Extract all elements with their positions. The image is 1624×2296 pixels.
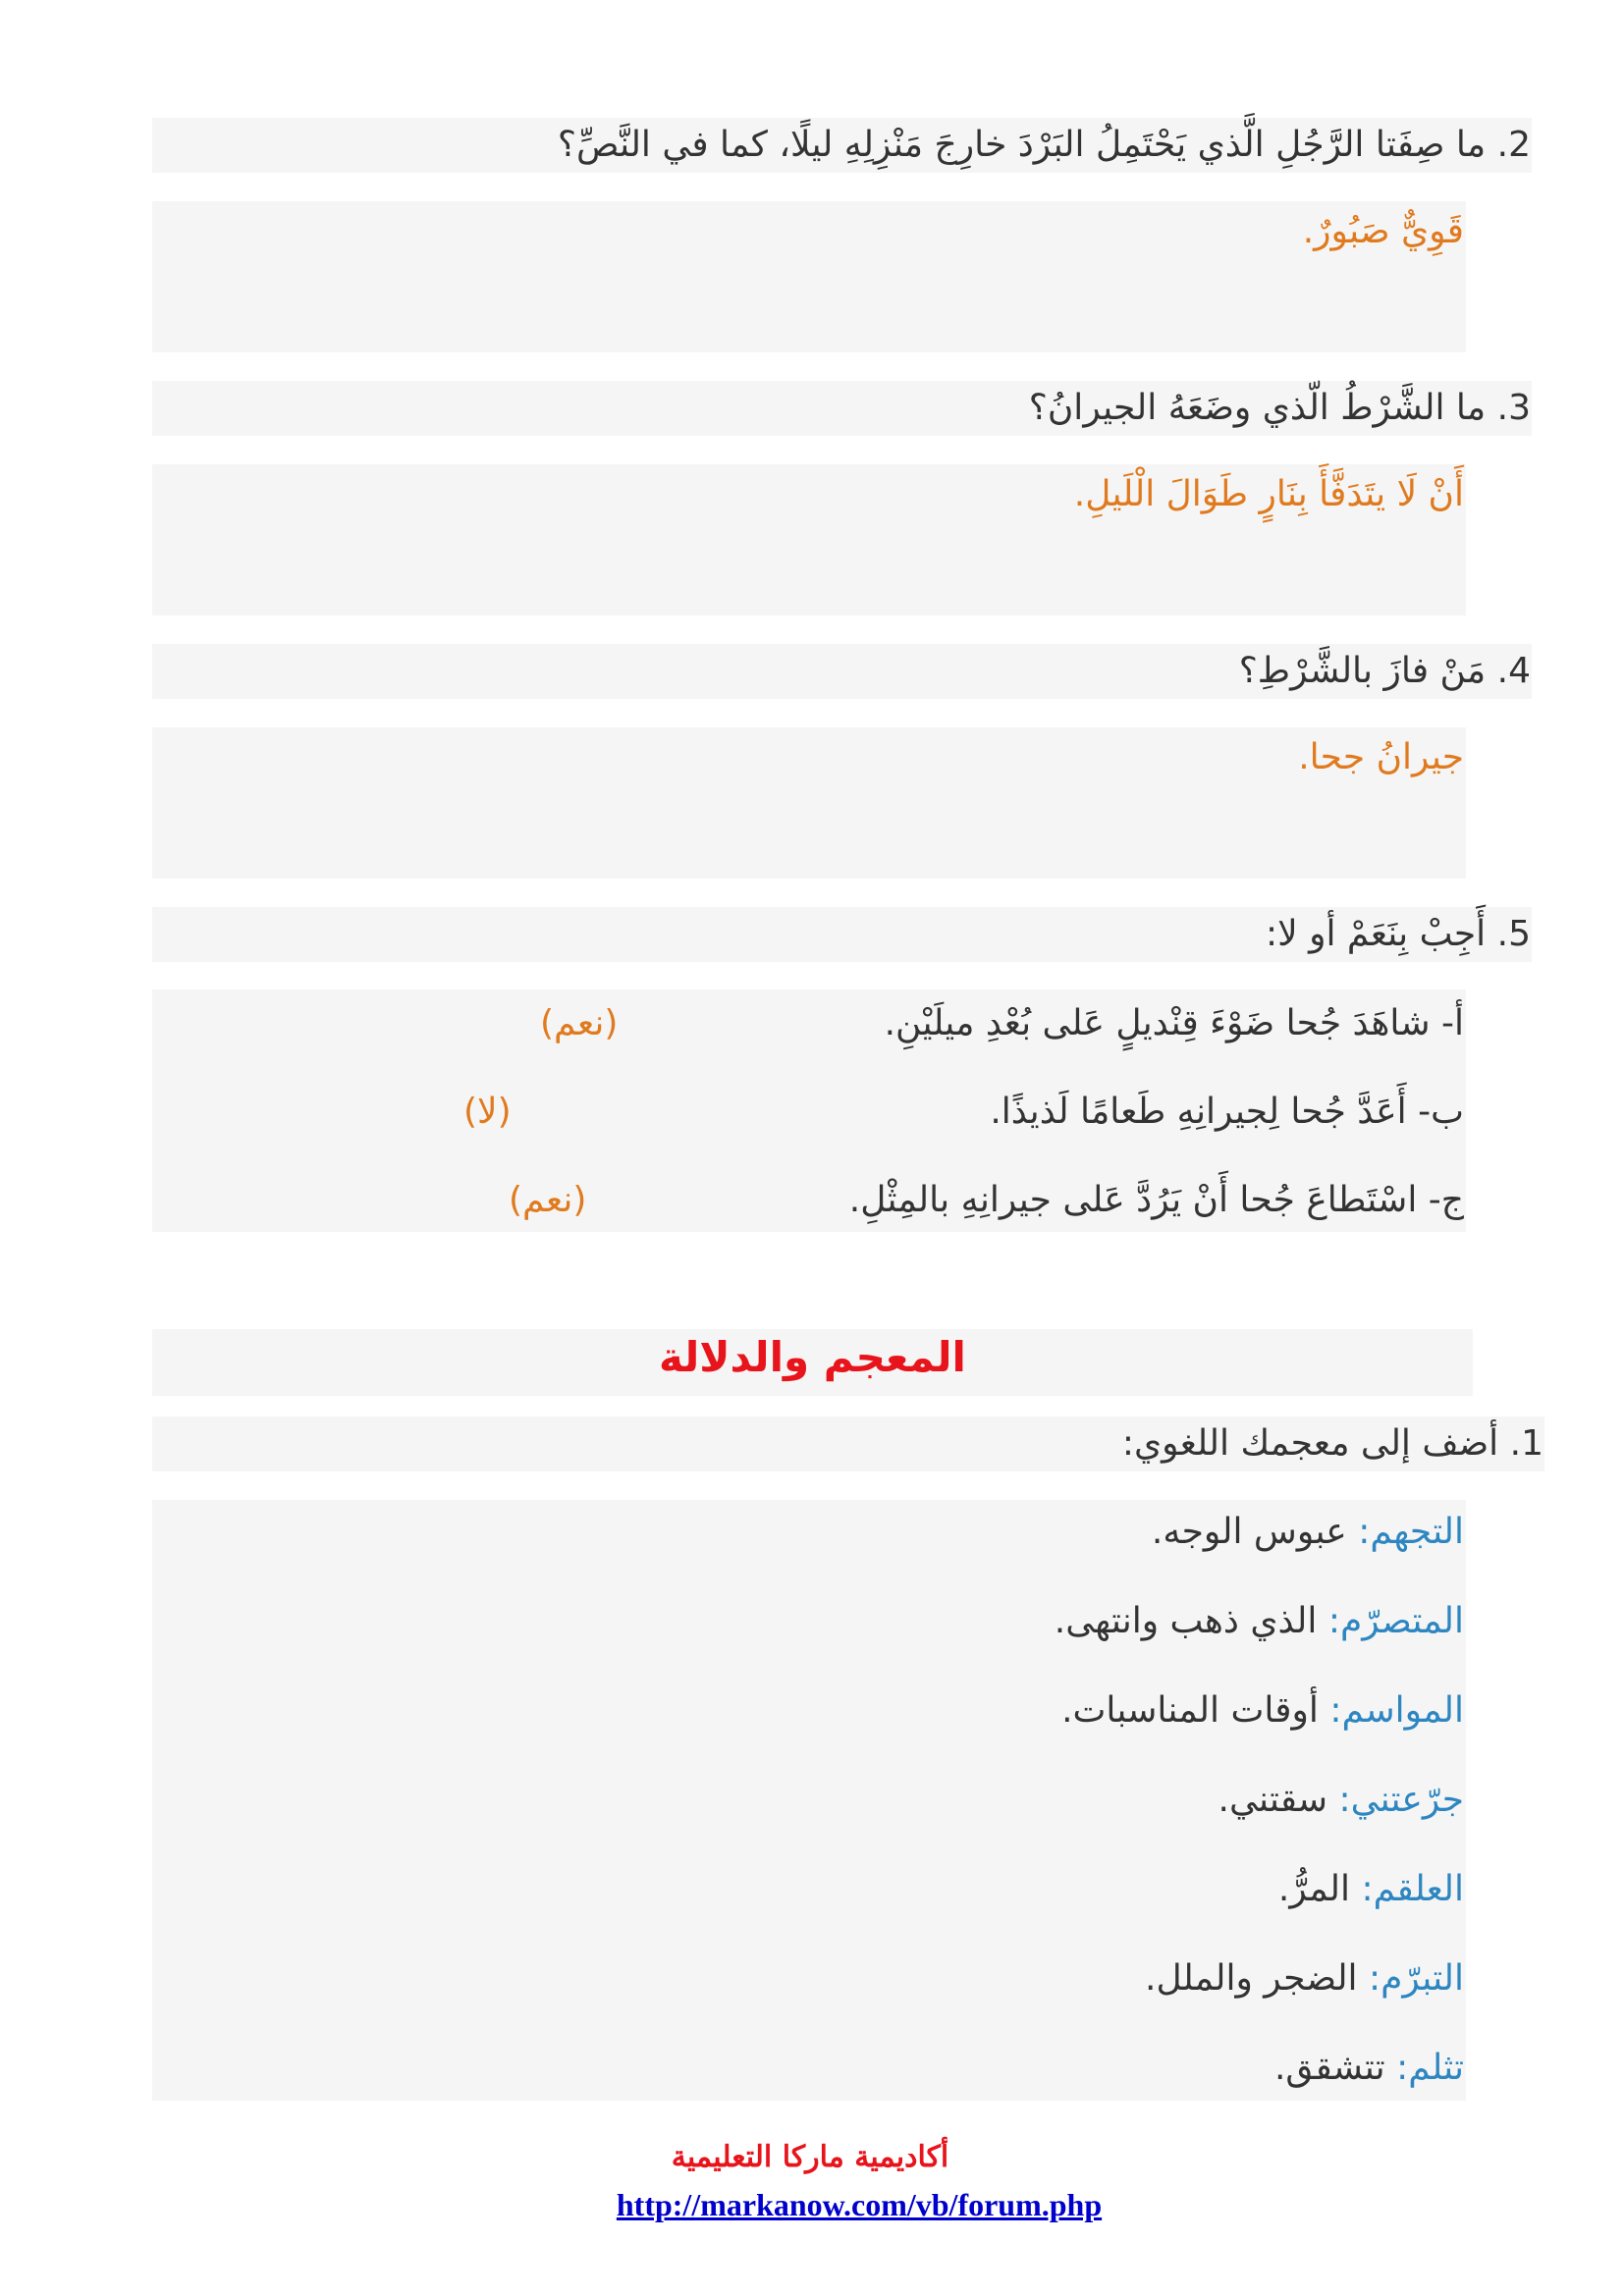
vocab-meaning: تتشقق.: [1273, 2048, 1397, 2088]
q5-item-b: ب- أَعَدَّ جُحا لِجيرانِهِ طَعامًا لَذيذًا.: [990, 1092, 1464, 1132]
answer-3: أَنْ لَا يتَدَفَّأَ بِنَارٍ طَوَالَ الْلَيلِ.: [1073, 474, 1464, 514]
answer-4-box: [152, 727, 1466, 879]
question-5: [1266, 907, 1531, 962]
vocab-entry: [1274, 2048, 1464, 2088]
question-text: ما الشَّرْطُ الّذي وضَعَهُ الجيرانُ؟: [1028, 388, 1487, 428]
question-text: مَنْ فازَ بالشَّرْطِ؟: [1238, 651, 1487, 691]
question-number: 3.: [1496, 388, 1531, 428]
question-number: 2.: [1496, 125, 1531, 165]
vocab-meaning: أوقات المناسبات.: [1061, 1690, 1330, 1731]
question-number: 5.: [1496, 914, 1531, 954]
q5-item-a-answer: (نعم): [540, 1003, 619, 1043]
vocab-entry: [1218, 1780, 1464, 1820]
vocab-term: التبرّم:: [1369, 1958, 1464, 1999]
section-heading: المعجم والدلالة: [659, 1333, 966, 1381]
vocab-meaning: المرُّ.: [1277, 1869, 1362, 1909]
vocab-meaning: الضجر والملل.: [1145, 1958, 1370, 1999]
vocab-term: تثلم:: [1396, 2048, 1464, 2088]
q5-item-a: أ- شاهَدَ جُحا ضَوْءَ قِنْديلٍ عَلى بُعْدِ ميلَيْنِ.: [884, 1003, 1464, 1043]
vocab-term: التجهم:: [1358, 1512, 1464, 1552]
question-number: 1.: [1509, 1423, 1543, 1464]
vocab-entry: [1145, 1958, 1464, 1999]
vocab-entry: [1055, 1601, 1464, 1641]
footer-academy-name: أكاديمية ماركا التعليمية: [671, 2140, 949, 2174]
question-3: [1029, 381, 1531, 436]
vocab-meaning: عبوس الوجه.: [1151, 1512, 1359, 1552]
question-text: أَجِبْ بِنَعَمْ أو لا:: [1265, 914, 1487, 954]
question-number: 4.: [1496, 651, 1531, 691]
question-text: ما صِفَتا الرَّجُلِ الَّذي يَحْتَمِلُ البَرْدَ خارِجَ مَنْزِلِهِ ليلًا، كما في النَّصِّ؟: [557, 125, 1487, 165]
vocab-question: [1122, 1416, 1543, 1471]
vocab-meaning: الذي ذهب وانتهى.: [1054, 1601, 1328, 1641]
vocab-term: المتصرّم:: [1327, 1601, 1464, 1641]
q5-item-c-answer: (نعم): [509, 1180, 587, 1220]
vocab-entry: [1278, 1869, 1464, 1909]
q5-item-c: ج- اسْتَطاعَ جُحا أَنْ يَرُدَّ عَلى جيرانِهِ بالمِثْلِ.: [848, 1180, 1464, 1220]
q5-item-b-answer: (لا): [463, 1092, 512, 1132]
question-2: [558, 118, 1531, 173]
question-text: أضف إلى معجمك اللغوي:: [1121, 1423, 1499, 1464]
answer-2-box: [152, 201, 1466, 352]
vocab-term: المواسم:: [1329, 1690, 1464, 1731]
vocab-term: العلقم:: [1361, 1869, 1464, 1909]
footer-link[interactable]: http://markanow.com/vb/forum.php: [616, 2187, 1103, 2222]
vocab-term: جرّعتني:: [1338, 1780, 1464, 1820]
vocab-entry: [1061, 1690, 1464, 1731]
vocab-entry: [1152, 1512, 1464, 1552]
question-4: [1239, 644, 1531, 699]
vocab-meaning: سقتني.: [1218, 1780, 1339, 1820]
answer-4: جيرانُ جحا.: [1298, 737, 1464, 777]
answer-2: قَوِيٌّ صَبُورٌ.: [1302, 211, 1464, 251]
